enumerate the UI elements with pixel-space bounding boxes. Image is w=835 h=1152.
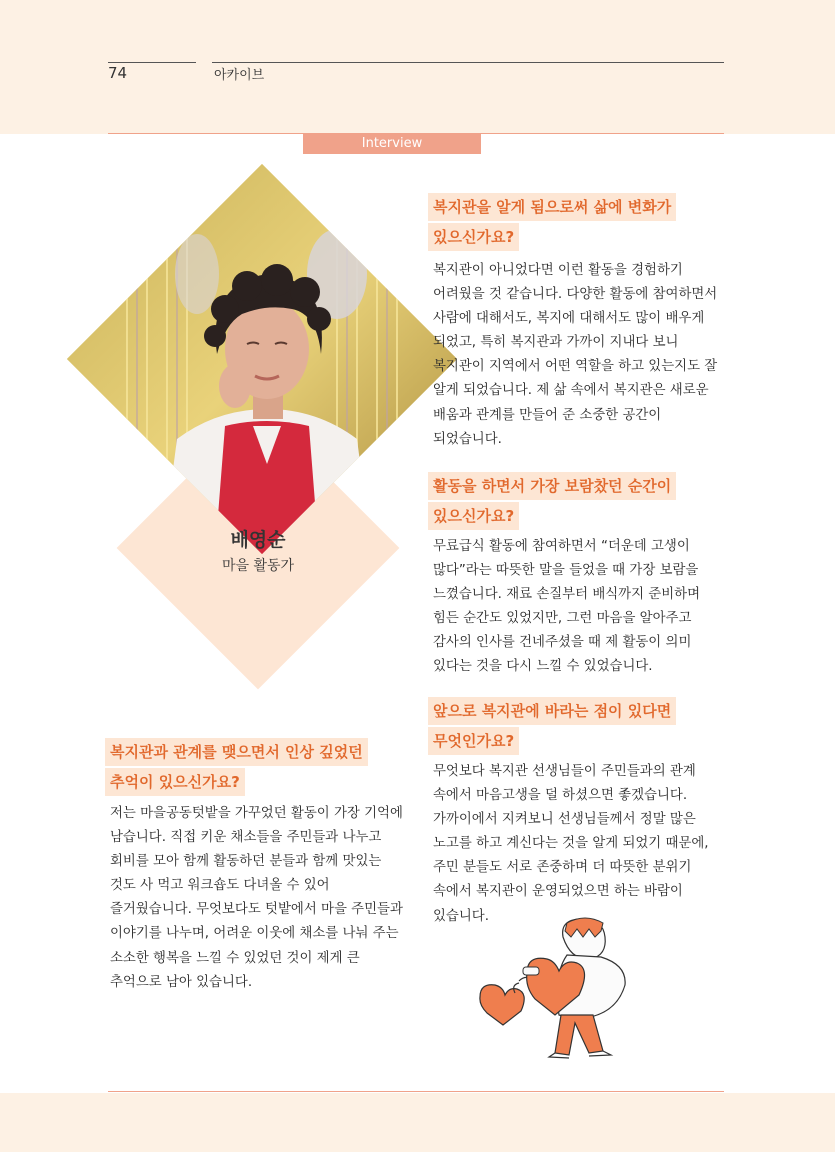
profile-photo [67, 164, 457, 554]
header-rule-right [212, 62, 724, 63]
answer-3: 무엇보다 복지관 선생님들이 주민들과의 관계 속에서 마음고생을 덜 하셨으면 좋겠습니다. 가까이에서 지켜보니 선생님들께서 정말 많은 노고를 하고 계신다는 것을 알게 되었기 때문에, 주민 분들도 서로 존중하며 더 따뜻한 분위기 속에서 복지관이 운영되었으면 하는 바람이 있습니다. [433, 764, 709, 924]
heart-carrier-illustration [475, 915, 635, 1060]
profile-role: 마을 활동가 [221, 558, 295, 574]
question-2-line-1: 활동을 하면서 가장 보람찼던 순간이 [428, 472, 676, 500]
question-1-line-1: 복지관을 알게 됨으로써 삶에 변화가 [428, 193, 676, 221]
profile-name: 배영순 [230, 529, 286, 551]
question-2 [428, 472, 728, 532]
interview-tag: Interview [303, 134, 481, 154]
header-rule-left [108, 62, 196, 63]
question-4 [105, 738, 410, 798]
question-2-line-2: 있으신가요? [428, 502, 519, 530]
question-4-line-1: 복지관과 관계를 맺으면서 인상 깊었던 [105, 738, 368, 766]
answer-1: 복지관이 아니었다면 이런 활동을 경험하기 어려웠을 것 같습니다. 다양한 활동에 참여하면서 사람에 대해서도, 복지에 대해서도 많이 배우게 되었고, 특히 복지관과 가까이 지내다 보니 복지관이 지역에서 어떤 역할을 하고 있는지도 잘 알게 되었습니다. 제 삶 속에서 복지관은 새로운 배움과 관계를 만들어 준 소중한 공간이 되었습니다. [433, 263, 718, 447]
question-4-line-2: 추억이 있으신가요? [105, 768, 245, 796]
section-title: 아카이브 [214, 68, 265, 83]
bottom-band [0, 1093, 835, 1152]
question-3-line-1: 앞으로 복지관에 바라는 점이 있다면 [428, 697, 676, 725]
footer-divider [108, 1091, 724, 1092]
question-1-line-2: 있으신가요? [428, 223, 519, 251]
portrait-image [67, 164, 457, 554]
question-3 [428, 697, 728, 757]
page-number: 74 [108, 64, 128, 82]
answer-2: 무료급식 활동에 참여하면서 “더운데 고생이 많다”라는 따뜻한 말을 들었을 때 가장 보람을 느꼈습니다. 재료 손질부터 배식까지 준비하며 힘든 순간도 있었지만, 그런 마음을 알아주고 감사의 인사를 건네주셨을 때 제 활동이 의미 있다는 것을 다시 느낄 수 있었습니다. [433, 539, 701, 675]
question-3-line-2: 무엇인가요? [428, 727, 519, 755]
question-1 [428, 193, 728, 253]
answer-4: 저는 마을공동텃밭을 가꾸었던 활동이 가장 기억에 남습니다. 직접 키운 채소들을 주민들과 나누고 회비를 모아 함께 활동하던 분들과 함께 맛있는 것도 사 먹고 워크숍도 다녀올 수 있어 즐거웠습니다. 무엇보다도 텃밭에서 마을 주민들과 이야기를 나누며, 어려운 이웃에 채소를 나눠 주는 소소한 행복을 느낄 수 있었던 것이 제게 큰 추억으로 남아 있습니다. [110, 806, 403, 990]
